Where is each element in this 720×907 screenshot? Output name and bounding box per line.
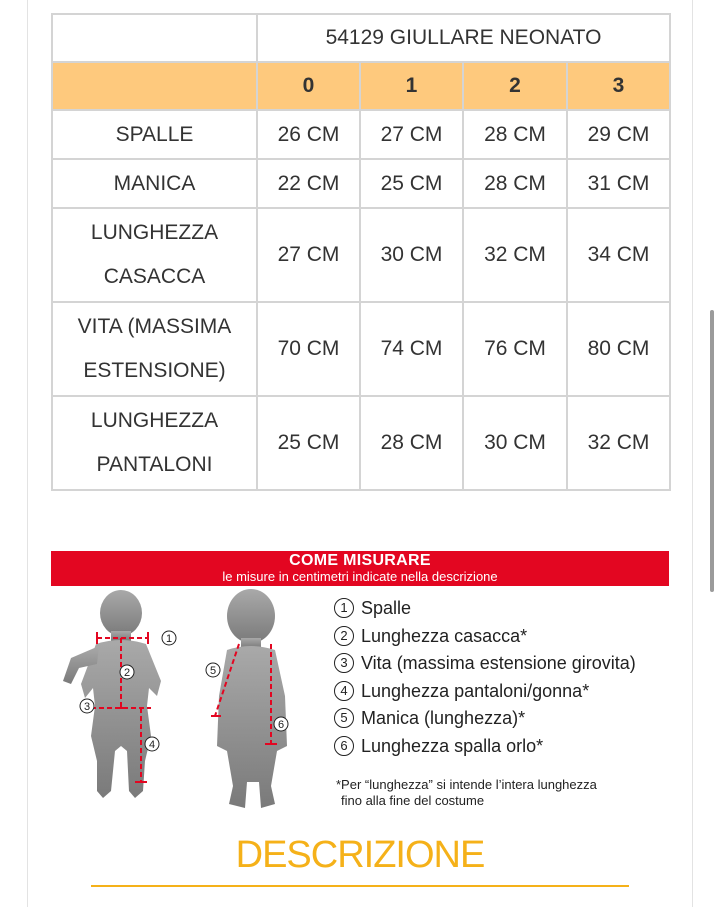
size-header-1: 1 (360, 62, 463, 110)
number-marker-icon: 6 (334, 736, 354, 756)
table-row (52, 110, 670, 159)
table-cell: 80 CM (567, 302, 670, 396)
number-marker-icon: 1 (334, 598, 354, 618)
child-front-silhouette-icon (63, 590, 161, 798)
size-header-row (52, 62, 670, 110)
svg-text:6: 6 (277, 719, 285, 731)
table-cell: 22 CM (257, 159, 360, 208)
size-header-blank (52, 62, 257, 110)
list-item: 5 Manica (lunghezza)* (334, 705, 674, 733)
svg-text:4: 4 (148, 739, 156, 751)
svg-text:3: 3 (83, 701, 91, 713)
number-marker-icon: 5 (334, 708, 354, 728)
table-row (52, 159, 670, 208)
table-cell: 26 CM (257, 110, 360, 159)
how-to-measure-banner (51, 551, 669, 586)
table-cell: 70 CM (257, 302, 360, 396)
number-marker-icon: 4 (334, 681, 354, 701)
svg-text:5: 5 (209, 665, 217, 677)
number-marker-icon: 3 (334, 653, 354, 673)
size-table (51, 13, 671, 491)
table-cell: 76 CM (463, 302, 567, 396)
table-cell: 28 CM (463, 110, 567, 159)
table-cell: 31 CM (567, 159, 670, 208)
svg-text:2: 2 (123, 667, 131, 679)
svg-text:1: 1 (165, 633, 173, 645)
table-row (52, 208, 670, 302)
row-label: LUNGHEZZA CASACCA (52, 208, 257, 302)
table-cell: 32 CM (463, 208, 567, 302)
size-header-3: 3 (567, 62, 670, 110)
list-item: 2 Lunghezza casacca* (334, 623, 674, 651)
row-label: MANICA (52, 159, 257, 208)
table-row (52, 302, 670, 396)
table-title: 54129 GIULLARE NEONATO (257, 14, 670, 62)
heading-divider (91, 885, 629, 887)
list-item: 6 Lunghezza spalla orlo* (334, 733, 674, 761)
table-cell: 27 CM (360, 110, 463, 159)
list-item: 1 Spalle (334, 595, 674, 623)
size-header-2: 2 (463, 62, 567, 110)
number-marker-icon: 2 (334, 626, 354, 646)
measurement-legend (334, 595, 674, 760)
table-cell: 25 CM (257, 396, 360, 490)
table-cell: 28 CM (463, 159, 567, 208)
scrollbar[interactable] (710, 310, 714, 592)
table-cell: 28 CM (360, 396, 463, 490)
table-corner-cell (52, 14, 257, 62)
table-cell: 32 CM (567, 396, 670, 490)
table-cell: 27 CM (257, 208, 360, 302)
table-cell: 25 CM (360, 159, 463, 208)
description-heading: DESCRIZIONE (235, 834, 485, 876)
measurement-figures (51, 586, 331, 821)
row-label: VITA (MASSIMA ESTENSIONE) (52, 302, 257, 396)
length-footnote: *Per “lunghezza” si intende l’intera lunghezza fino alla fine del costume (336, 777, 597, 808)
row-label: SPALLE (52, 110, 257, 159)
row-label: LUNGHEZZA PANTALONI (52, 396, 257, 490)
table-cell: 30 CM (360, 208, 463, 302)
list-item: 4 Lunghezza pantaloni/gonna* (334, 678, 674, 706)
table-cell: 29 CM (567, 110, 670, 159)
size-header-0: 0 (257, 62, 360, 110)
table-cell: 74 CM (360, 302, 463, 396)
table-cell: 30 CM (463, 396, 567, 490)
table-row (52, 396, 670, 490)
list-item: 3 Vita (massima estensione girovita) (334, 650, 674, 678)
banner-subtitle: le misure in centimetri indicate nella descrizione (222, 569, 498, 584)
how-to-measure-panel (51, 551, 669, 821)
banner-title: COME MISURARE (289, 552, 431, 569)
child-back-silhouette-icon (217, 589, 287, 808)
table-cell: 34 CM (567, 208, 670, 302)
